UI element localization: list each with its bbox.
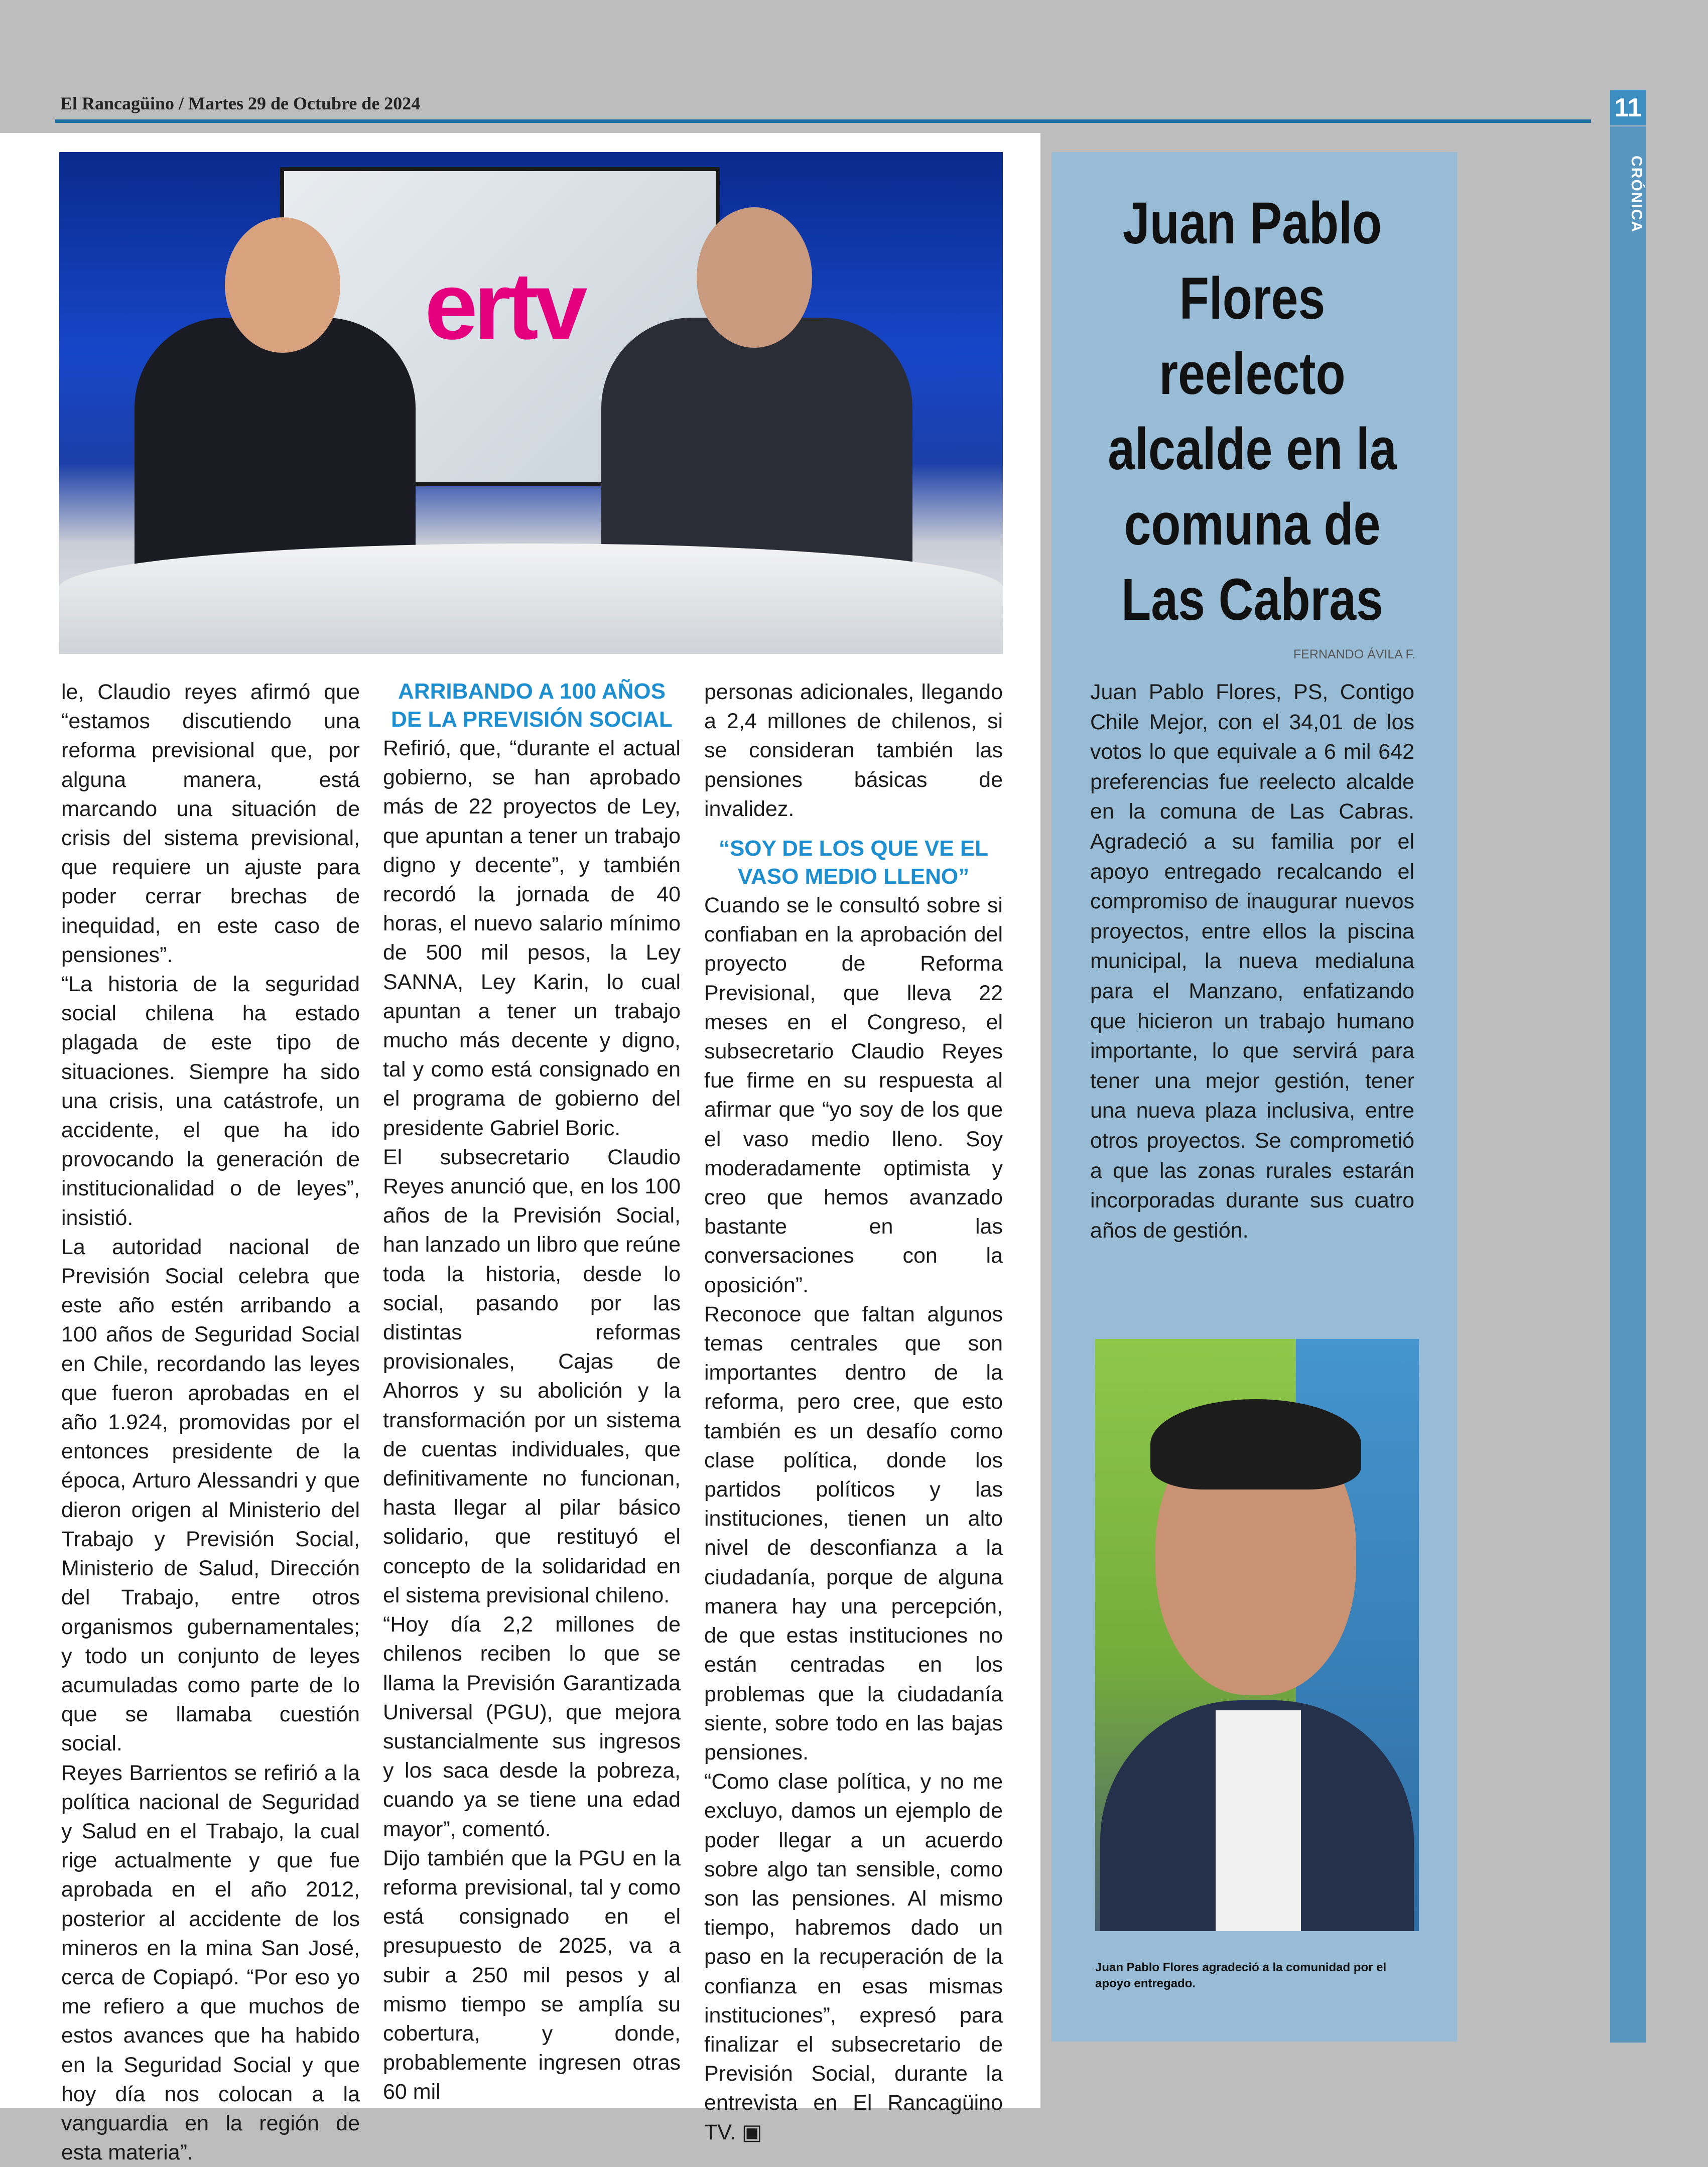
portrait-hair [1150, 1399, 1361, 1489]
studio-desk [59, 544, 1003, 654]
col2-paragraph: El subsecretario Claudio Reyes anunció que, en los 100 años de la Previsión Social, han lanzado un libro que reúne toda la historia, desde lo social, pasando por las distintas reformas provisionales, Cajas de Ahorros y su abolición y la transformación por un sistema de cuentas individuales, que definitivamente no funcionan, hasta llegar al pilar básico solidario, que restituyó el concepto de la solidaridad en el sistema previsional chileno. [383, 1145, 681, 1607]
col1-paragraph: “La historia de la seguridad social chilena ha estado plagada de este tipo de situaciones. Siempre ha sido una crisis, una catástrofe, un accidente, el que ha ido provocando la generación de institucionalidad o de leyes”, insistió. [61, 972, 360, 1230]
ertv-logo: ertv [425, 253, 584, 359]
col3-paragraph: “Como clase política, y no me excluyo, damos un ejemplo de poder llegar a un acuerdo sobre algo tan sensible, como son las pensiones. Al mismo tiempo, habremos dado un paso en la recuperación de la confianza en esas mismas instituciones”, expresó para finalizar el subsecretario de Previsión Social, durante la entrevista en El Rancagüino TV. ▣ [704, 1770, 1003, 2144]
portrait-shirt [1216, 1710, 1301, 1931]
col2-paragraph: “Hoy día 2,2 millones de chilenos reciben lo que se llama la Previsión Garantizada Universal (PGU), que mejora sustancialmente sus ingresos y los saca desde la pobreza, cuando ya se tiene una edad mayor”, comentó. [383, 1612, 681, 1841]
page-number: 11 [1610, 90, 1646, 125]
header-rule [55, 119, 1591, 123]
host-head [697, 207, 812, 348]
col2-paragraph: Refirió, que, “durante el actual gobierno, se han aprobado más de 22 proyectos de Ley, que apuntan a tener un trabajo digno y decente”, y también recordó la jornada de 40 horas, el nuevo salario mínimo de 500 mil pesos, la Ley SANNA, Ley Karin, lo cual apuntan a tener un trabajo mucho más decente y digno, tal y como está consignado en el programa de gobierno del presidente Gabriel Boric. [383, 736, 681, 1140]
col3-paragraph: Reconoce que faltan algunos temas centrales que son importantes dentro de la reforma, pero cree, que esto también es un desafío como clase política, donde los partidos políticos y las instituciones, tienen un alto nivel de desconfianza a la ciudadanía, porque de alguna manera hay una percepción, de que estas instituciones no están centradas en los problemas que la ciudadanía siente, sobre todo en las bajas pensiones. [704, 1302, 1003, 1765]
section-label: CRÓNICA [1628, 156, 1645, 233]
sidebar-headline: Juan Pablo Flores reelecto alcalde en la comuna de Las Cabras [1108, 190, 1397, 633]
col3-paragraph: Cuando se le consultó sobre si confiaban en la aprobación del proyecto de Reforma Previsional, que lleva 22 meses en el Congreso, el subsecretario Claudio Reyes fue firme en su respuesta al afirmar que “yo soy de los que el vaso medio lleno. Soy moderadamente optimista y creo que hemos avanzado bastante en las conversaciones con la oposición”. [704, 893, 1003, 1297]
col3-intro: personas adicionales, llegando a 2,4 millones de chilenos, si se consideran también las pensiones básicas de invalidez. [704, 680, 1003, 821]
sidebar-body: Juan Pablo Flores, PS, Contigo Chile Mejor, con el 34,01 de los votos lo que equivale a 6 mil 642 preferencias fue reelecto alcalde en la comuna de Las Cabras. Agradeció a su familia por el apoyo entregado recalcando el compromiso de inaugurar nuevos proyectos, entre ellos la piscina municipal, la nueva medialuna para el Manzano, enfatizando que hicieron un trabajo humano importante, lo que servirá para tener una mejor gestión, tener una nueva plaza inclusiva, entre otros proyectos. Se comprometió a que las zonas rurales estarán incorporadas durante sus cuatro años de gestión. [1090, 680, 1414, 1243]
col2-paragraph: Dijo también que la PGU en la reforma previsional, tal y como está consignado en el presupuesto de 2025, va a subir a 250 mil pesos y al mismo tiempo se amplía su cobertura, y donde, probablemente ingresen otras 60 mil [383, 1846, 681, 2104]
column-3 [704, 678, 1003, 2147]
column-1 [61, 678, 360, 2167]
section-strip [1610, 126, 1646, 2043]
col1-paragraph: le, Claudio reyes afirmó que “estamos discutiendo una reforma previsional que, por alguna manera, está marcando una situación de crisis del sistema previsional, que requiere un ajuste para poder cerrar brechas de inequidad, en este caso de pensiones”. [61, 680, 360, 967]
col3-subhead: “SOY DE LOS QUE VE EL VASO MEDIO LLENO” [718, 836, 989, 889]
tv-studio-photo [59, 152, 1003, 654]
photo-caption: Juan Pablo Flores agradeció a la comunidad por el apoyo entregado. [1095, 1961, 1387, 1990]
col1-paragraph: La autoridad nacional de Previsión Social celebra que este año estén arribando a 100 años de Seguridad Social en Chile, recordando las leyes que fueron aprobadas en el año 1.924, promovidas por el entonces presidente de la época, Arturo Alessandri y que dieron origen al Ministerio del Trabajo y Previsión Social, Ministerio de Salud, Dirección del Trabajo, entre otros organismos gubernamentales; y todo un conjunto de leyes acumuladas como parte de lo que se llamaba cuestión social. [61, 1235, 360, 1756]
mayor-portrait [1095, 1339, 1419, 1931]
column-2 [383, 678, 681, 2107]
newspaper-header: El Rancagüino / Martes 29 de Octubre de 2024 [60, 93, 421, 113]
col1-paragraph: Reyes Barrientos se refirió a la política nacional de Seguridad y Salud en el Trabajo, la cual rige actualmente y que fue aprobada en el año 2012, posterior al accidente de los mineros en la mina San José, cerca de Copiapó. “Por eso yo me refiero a que muchos de estos avances que ha habido en la Seguridad Social y que hoy día nos colocan a la vanguardia en la región de esta materia”. [61, 1760, 360, 2165]
sidebar-byline: FERNANDO ÁVILA F. [1293, 647, 1415, 661]
col2-subhead: ARRIBANDO A 100 AÑOS DE LA PREVISIÓN SOCIAL [391, 679, 673, 732]
guest-head [225, 217, 340, 353]
